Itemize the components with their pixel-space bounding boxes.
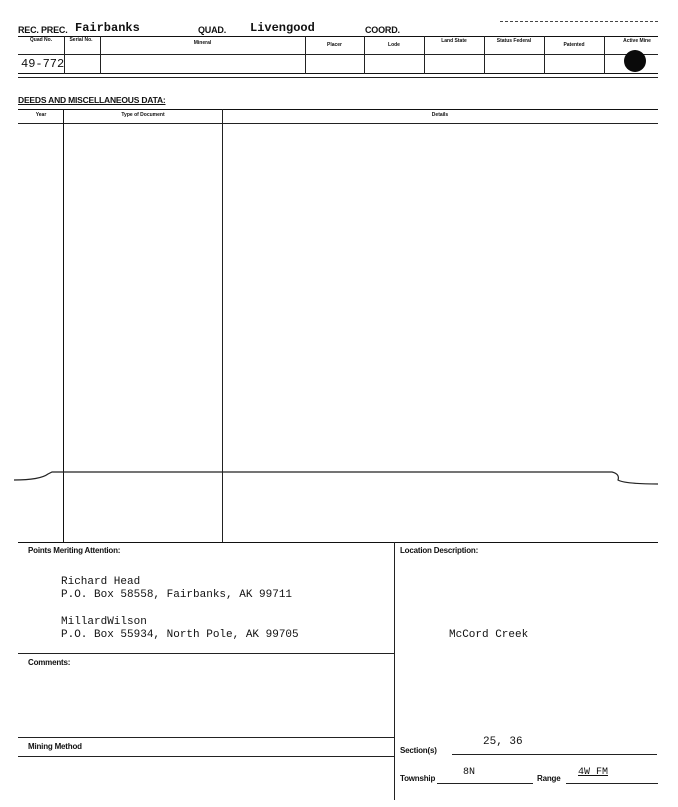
location-value[interactable]: McCord Creek <box>449 629 529 641</box>
rec-prec-label: REC. PREC. <box>18 25 68 35</box>
col-divider-7 <box>544 36 545 74</box>
top-dashed-rule <box>500 21 658 22</box>
location-label: Location Description: <box>400 546 479 555</box>
section-rule <box>452 754 657 755</box>
quad-no-value[interactable]: 49-772 <box>21 57 65 71</box>
comments-label: Comments: <box>28 658 71 667</box>
col-divider-6 <box>484 36 485 74</box>
header-rule-3 <box>18 73 658 74</box>
contact-1-name: Richard Head <box>61 576 141 588</box>
township-value[interactable]: 8N <box>463 767 476 778</box>
contact-2-name: MillardWilson <box>61 616 147 628</box>
col-patented: Patented <box>563 42 585 48</box>
col-active: Active Mine <box>623 38 651 44</box>
township-label: Township <box>400 774 436 783</box>
quad-label: QUAD. <box>198 25 226 35</box>
header-rule-4 <box>18 77 658 78</box>
header-rule-1 <box>18 36 658 37</box>
active-mark-dot <box>624 50 646 72</box>
col-lode: Lode <box>388 42 400 48</box>
quad-value[interactable]: Livengood <box>250 21 315 35</box>
lower-divider <box>394 542 395 800</box>
col-divider-3 <box>305 36 306 74</box>
deeds-rule-top <box>18 109 658 110</box>
contact-1-address: P.O. Box 58558, Fairbanks, AK 99711 <box>61 589 293 601</box>
section-label: Section(s) <box>400 746 437 755</box>
rec-prec-value[interactable]: Fairbanks <box>75 21 140 35</box>
mining-rule-bottom <box>18 756 394 757</box>
col-status-federal: Status Federal <box>496 38 532 44</box>
coord-label: COORD. <box>365 25 400 35</box>
col-divider-4 <box>364 36 365 74</box>
col-land-state: Land State <box>441 38 467 44</box>
col-quad-no: Quad No. <box>29 37 53 43</box>
points-label: Points Meriting Attention: <box>28 546 121 555</box>
deeds-col-year: Year <box>35 112 47 118</box>
deeds-rule-bottom <box>18 542 658 543</box>
col-divider-8 <box>604 36 605 74</box>
page-fold-line <box>0 462 678 492</box>
deeds-title: DEEDS AND MISCELLANEOUS DATA: <box>18 95 166 105</box>
township-rule <box>437 783 533 784</box>
range-rule <box>566 783 658 784</box>
mining-label: Mining Method <box>28 742 82 751</box>
range-label: Range <box>537 774 561 783</box>
contact-2-address: P.O. Box 55934, North Pole, AK 99705 <box>61 629 299 641</box>
col-mineral: Mineral <box>193 40 212 46</box>
deeds-col-type: Type of Document <box>121 112 165 118</box>
deeds-col-details: Details <box>431 112 449 118</box>
section-value[interactable]: 25, 36 <box>483 736 523 748</box>
col-serial-no: Serial No. <box>69 37 93 43</box>
col-placer: Placer <box>326 42 342 48</box>
col-divider-5 <box>424 36 425 74</box>
mining-rule-top <box>18 737 394 738</box>
deeds-rule-head <box>18 123 658 124</box>
range-value[interactable]: 4W FM <box>578 767 609 778</box>
header-rule-2 <box>18 54 658 55</box>
comments-rule <box>18 653 394 654</box>
